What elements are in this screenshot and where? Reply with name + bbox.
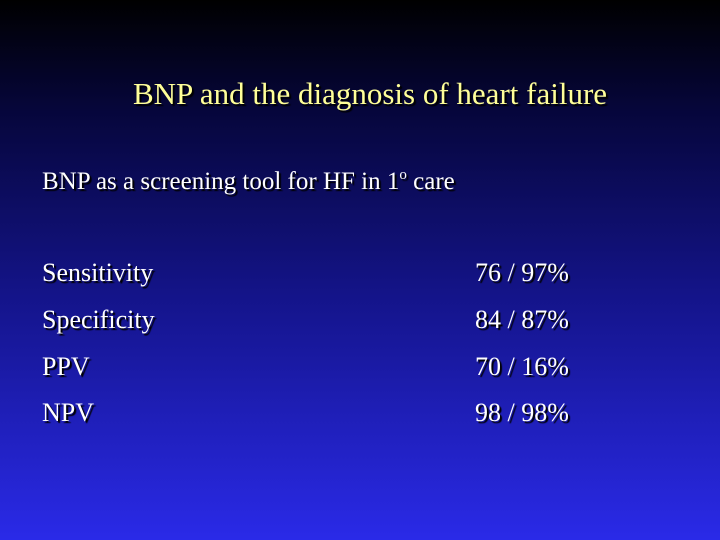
metric-row-sensitivity <box>0 258 720 292</box>
metric-row-npv <box>0 398 720 432</box>
subtitle-superscript: o <box>399 167 407 183</box>
metric-value: 98 / 98% <box>475 398 569 427</box>
slide-subtitle <box>42 168 455 196</box>
metric-row-specificity <box>0 305 720 339</box>
subtitle-text-end: care <box>406 168 455 195</box>
metric-label: Sensitivity <box>42 258 154 287</box>
metric-value: 84 / 87% <box>475 305 569 334</box>
metric-label: Specificity <box>42 305 155 334</box>
slide-title: BNP and the diagnosis of heart failure <box>132 76 608 111</box>
metric-value: 70 / 16% <box>475 352 569 381</box>
metric-label: PPV <box>42 352 90 381</box>
subtitle-text: BNP as a screening tool for HF in 1 <box>42 168 400 195</box>
metric-label: NPV <box>42 398 95 427</box>
metric-value: 76 / 97% <box>475 258 569 287</box>
metric-row-ppv <box>0 352 720 386</box>
